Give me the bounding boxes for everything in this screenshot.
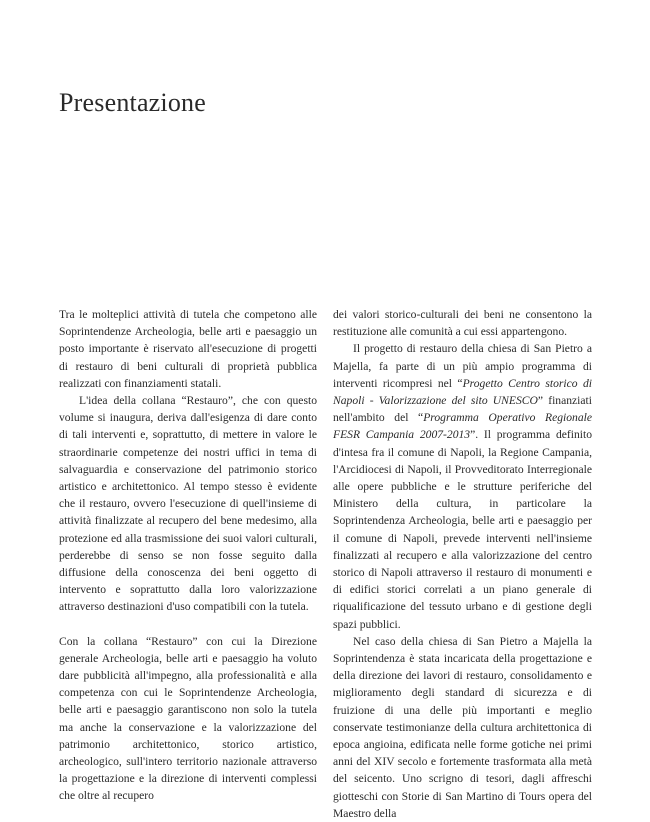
paragraph-text: ” finanziati nell'ambito del “ (333, 394, 592, 425)
right-column (333, 306, 592, 822)
left-column (59, 306, 317, 805)
paragraph-text: Il progetto di restauro della chiesa di San Pietro a Majella, fa parte di un più ampio programma di interventi ricompresi nel “ (333, 342, 592, 390)
project-title: Progetto Centro storico di Napoli - Valorizzazione del sito UNESCO (333, 376, 592, 408)
paragraph: Con la collana “Restauro” con cui la Direzione generale Archeologia, belle arti e paesaggio ha voluto dare pubblicità all'impegno, alla professionalità e alla competenza con cui le Soprintendenze Archeologia, belle arti e paesaggio garantiscono non solo la tutela ma anche la conservazione e la valorizzazione del patrimonio architettonico, storico artistico, archeologico, sull'intero territorio nazionale attraverso la progettazione e la direzione di interventi complessi che oltre al recupero (59, 634, 317, 803)
paragraph: L'idea della collana “Restauro”, che con questo volume si inaugura, deriva dall'esigenza di dare conto di tali interventi e, soprattutto, di mettere in valore le straordinarie competenze dei nostri uffici in tema di salvaguardia e conservazione del patrimonio storico artistico e architettonico. Al tempo stesso è evidente che il restauro, ovvero l'esecuzione di quell'insieme di attività finalizzate al recupero del bene medesimo, alla protezione ed alla trasmissione dei suoi valori culturali, perderebbe di senso se non fosse seguito dalla diffusione della conoscenza dei beni oggetto di intervento e soprattutto dalla loro valorizzazione attraverso destinazioni d'uso compatibili con la tutela. (59, 394, 317, 614)
paragraph: Nel caso della chiesa di San Pietro a Majella la Soprintendenza è stata incaricata della progettazione e della direzione dei lavori di restauro, consolidamento e miglioramento degli standard di sicurezza e di fruizione di una delle più importanti e meglio conservate testimonianze della cultura architettonica di epoca angioina, edificata nelle forme gotiche nei primi anni del XIV secolo e fortemente trasformata alla metà del seicento. Uno scrigno di tesori, dagli affreschi giotteschi con Storie di San Martino di Tours opera del Maestro della (333, 634, 592, 820)
paragraph-text: ”. Il programma definito d'intesa fra il comune di Napoli, la Regione Campania, l'Arcidiocesi di Napoli, il Provveditorato Interregionale alle opere pubbliche e le strutture periferiche del Ministero della cultura, in particolare la Soprintendenza Archeologia, belle arti e paesaggio per il comune di Napoli, prevede interventi nell'insieme finalizzati al recupero e alla valorizzazione del centro storico di Napoli attraverso il restauro di monumenti e di edifici storici correlati a un piano generale di riqualificazione del tessuto urbano e di gestione degli spazi pubblici. (333, 428, 593, 631)
paragraph: Tra le molteplici attività di tutela che competono alle Soprintendenze Archeologia, belle arti e paesaggio un posto importante è riservato all'esecuzione di progetti di restauro di beni culturali di proprietà pubblica realizzati con finanziamenti statali. (59, 308, 317, 390)
paragraph: dei valori storico-culturali dei beni ne consentono la restituzione alle comunità a cui essi appartengono. (333, 308, 592, 339)
programme-title: Programma Operativo Regionale FESR Campania 2007-2013 (333, 411, 593, 442)
paragraph (333, 340, 592, 632)
page-title: Presentazione (59, 88, 206, 117)
